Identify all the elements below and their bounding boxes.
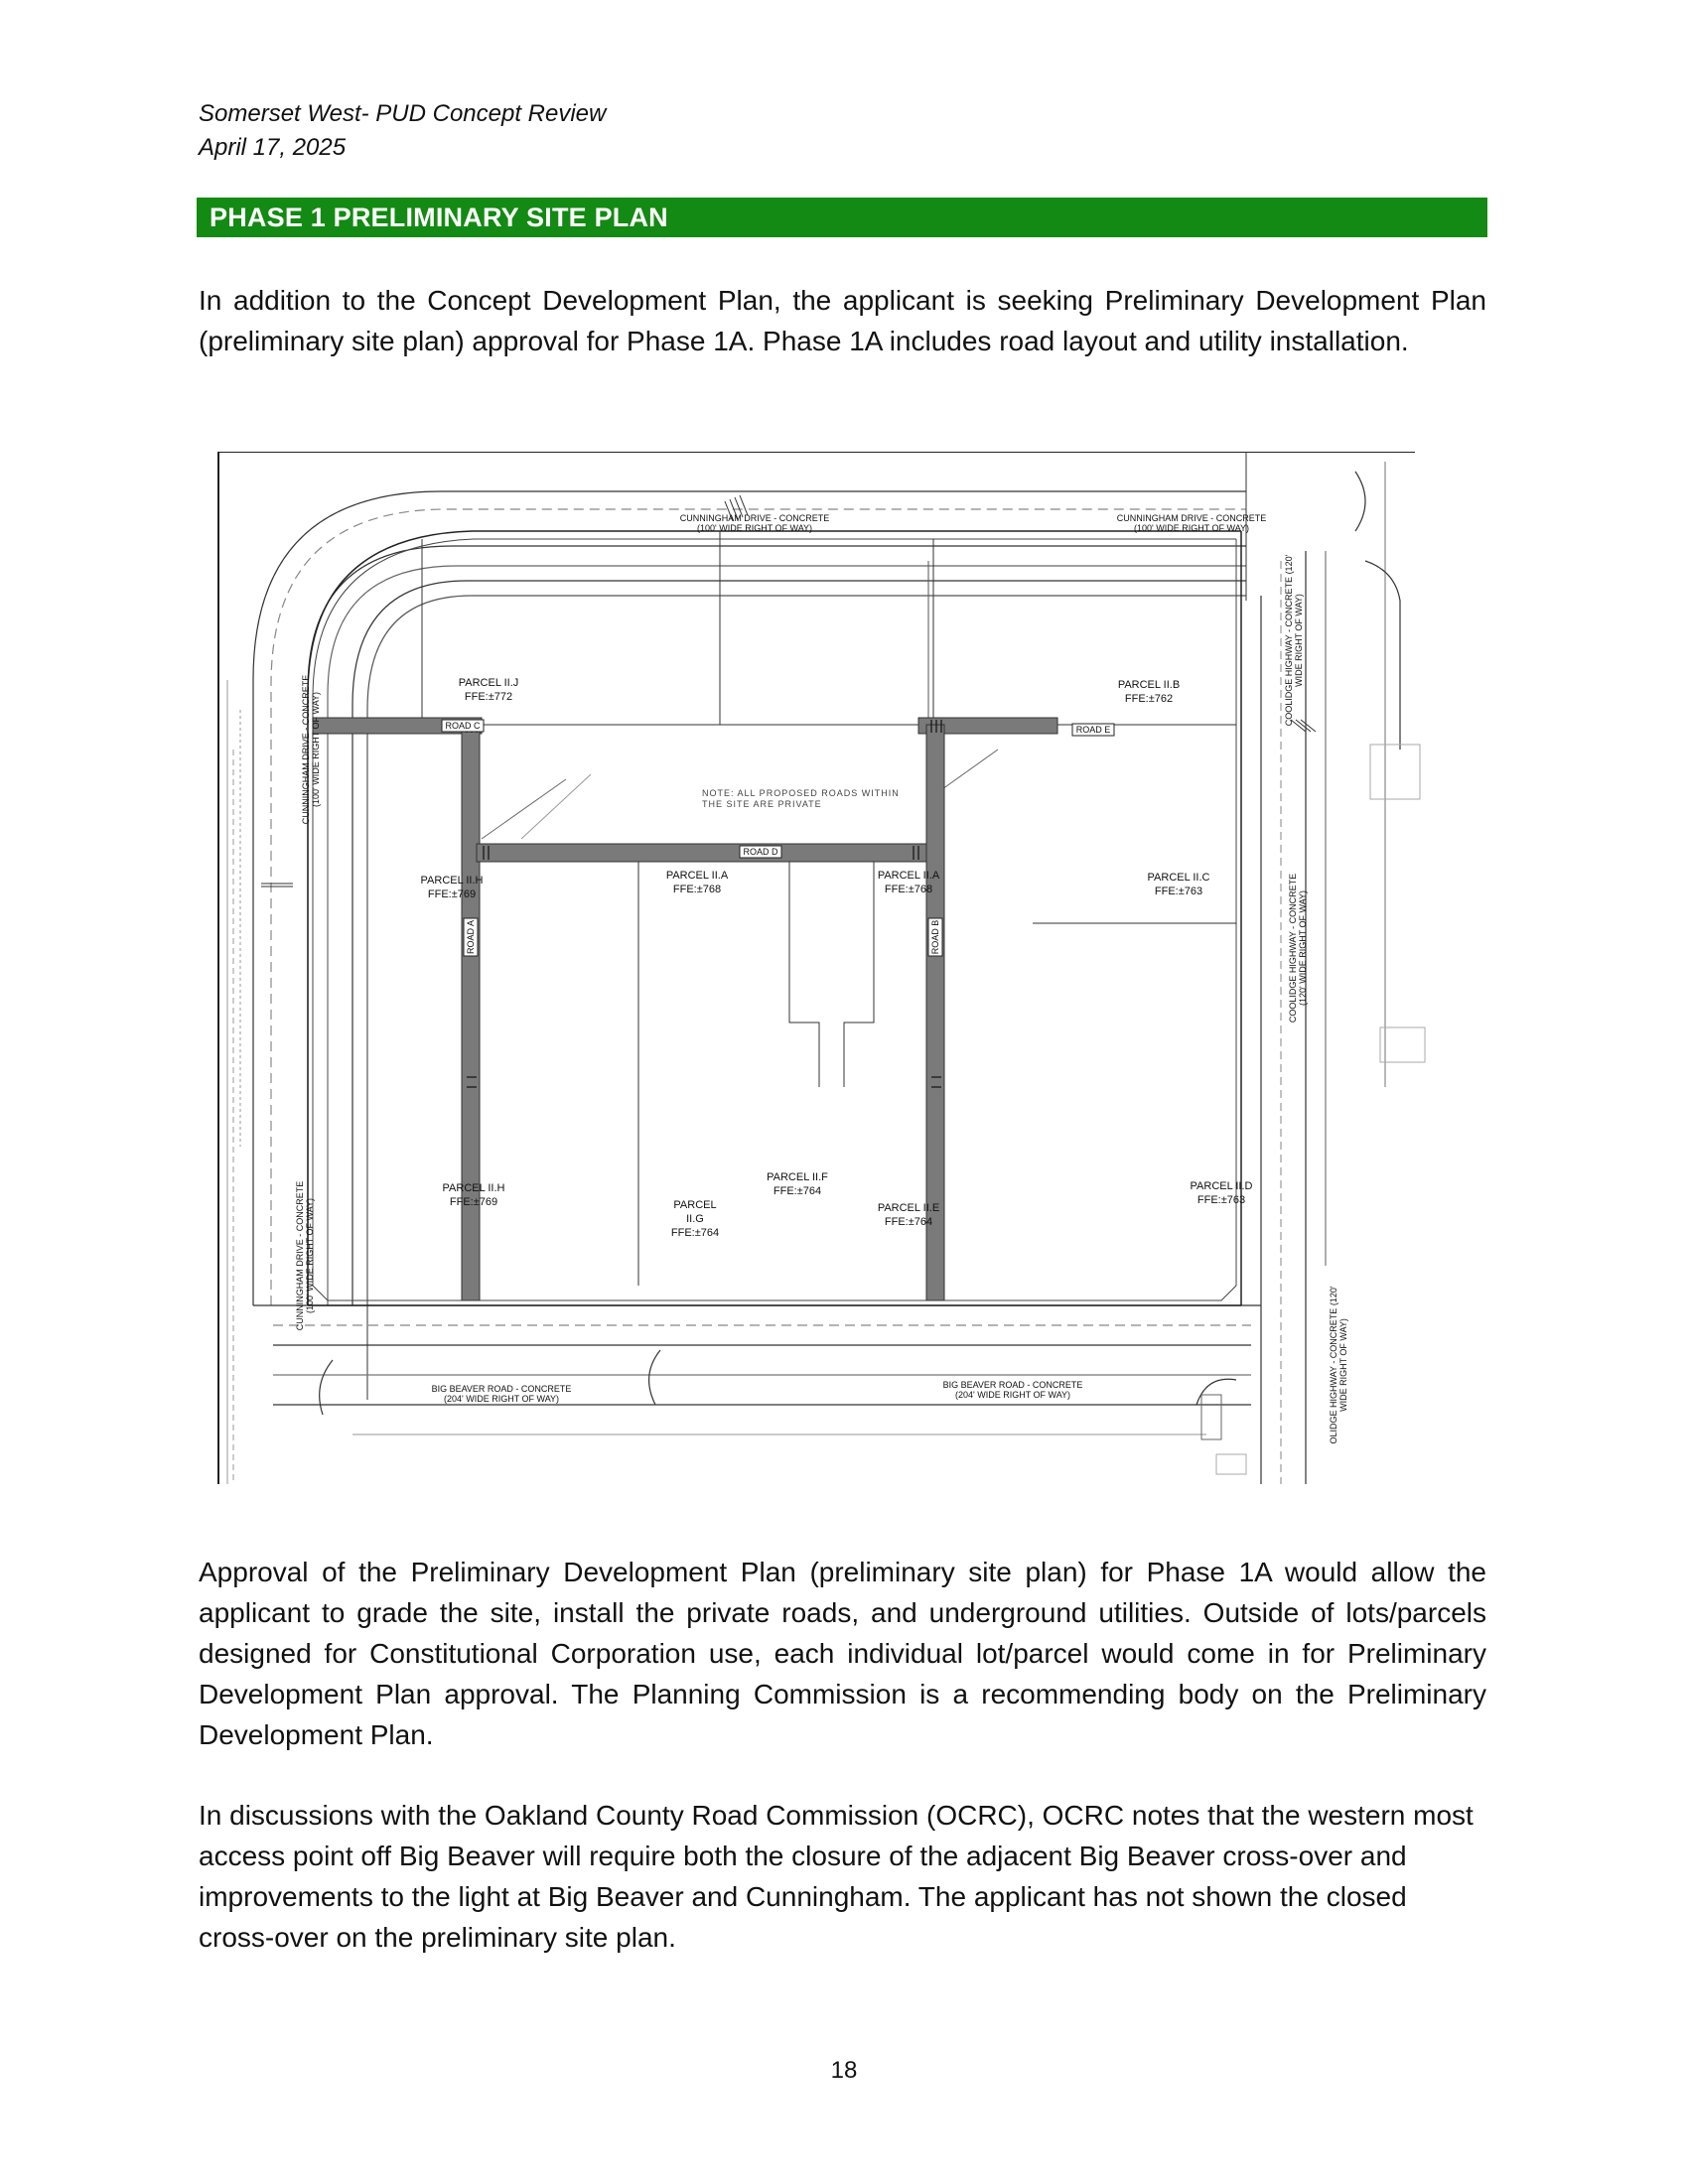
coolidge-mid-label: COOLIDGE HIGHWAY - CONCRETE (1288, 873, 1298, 1024)
cunningham-west-lower-label: CUNNINGHAM DRIVE - CONCRETE (295, 1180, 305, 1331)
coolidge-mid-row: (120' WIDE RIGHT OF WAY) (1298, 889, 1308, 1007)
parcel-id-ffe: FFE:±763 (1196, 1194, 1246, 1206)
section-heading: PHASE 1 PRELIMINARY SITE PLAN (210, 203, 668, 232)
private-roads-note-line1: NOTE: ALL PROPOSED ROADS WITHIN (702, 788, 900, 798)
coolidge-lower-row: WIDE RIGHT OF WAY) (1338, 1318, 1348, 1412)
cunningham-west-label: CUNNINGHAM DRIVE - CONCRETE (301, 674, 311, 825)
parcel-ig-ffe: FFE:±764 (670, 1227, 720, 1239)
document-date: April 17, 2025 (199, 134, 347, 161)
parcel-ig-name-line2: II.G (686, 1213, 704, 1225)
cunningham-top-right-label: CUNNINGHAM DRIVE - CONCRETE (1116, 513, 1267, 523)
parcel-ij-name: PARCEL II.J (458, 677, 519, 689)
parcel-ig-name-line1: PARCEL (673, 1199, 717, 1211)
private-roads-note-line2: THE SITE ARE PRIVATE (702, 799, 822, 809)
parcel-ih-lower-name: PARCEL II.H (442, 1182, 505, 1194)
parcel-ih-upper-ffe: FFE:±769 (427, 888, 477, 900)
road-c-label: ROAD C (445, 721, 481, 731)
big-beaver-left-row: (204' WIDE RIGHT OF WAY) (443, 1394, 560, 1404)
parcel-id-name: PARCEL II.D (1190, 1180, 1253, 1192)
parcel-if-name: PARCEL II.F (767, 1171, 828, 1183)
page-number: 18 (830, 2057, 858, 2084)
parcel-ie-ffe: FFE:±764 (884, 1216, 933, 1228)
coolidge-upper-label: COOLIDGE HIGHWAY - CONCRETE (120' (1284, 554, 1294, 727)
approval-paragraph: Approval of the Preliminary Development Plan (preliminary site plan) for Phase 1A would allow the applicant to grade the site, install the private roads, and underground utilities. Outside of lots/parcels designed for Constitutional Corporation use, each individual lot/parcel would come in for Preliminary Development Plan approval. The Planning Commission is a recommending body on the Preliminary Development Plan. (199, 1557, 1486, 1750)
ocrc-paragraph: In discussions with the Oakland County Road Commission (OCRC), OCRC notes that the western most access point off Big Beaver will require both the closure of the adjacent Big Beaver cross-over and improvements to the light at Big Beaver and Cunningham. The applicant has not shown the closed cross-over on the preliminary site plan. (199, 1800, 1474, 1953)
road-b-label: ROAD B (930, 919, 940, 955)
parcel-if-ffe: FFE:±764 (773, 1185, 822, 1197)
road-a-label: ROAD A (466, 919, 476, 955)
road-d-label: ROAD D (743, 847, 778, 857)
big-beaver-left-label: BIG BEAVER ROAD - CONCRETE (431, 1384, 572, 1394)
big-beaver-right-row: (204' WIDE RIGHT OF WAY) (954, 1390, 1071, 1400)
parcel-ia-left-name: PARCEL II.A (665, 870, 729, 882)
site-plan-drawing (213, 452, 1435, 1489)
parcel-ia-left-ffe: FFE:±768 (672, 884, 722, 895)
cunningham-west-row: (100' WIDE RIGHT OF WAY) (311, 691, 321, 808)
section-banner (197, 198, 1487, 237)
parcel-ib-name: PARCEL II.B (1117, 679, 1181, 691)
parcel-ia-right-ffe: FFE:±768 (884, 884, 933, 895)
parcel-ic-name: PARCEL II.C (1147, 872, 1210, 884)
parcel-ih-lower-ffe: FFE:±769 (449, 1196, 498, 1208)
coolidge-lower-label: OLIDGE HIGHWAY - CONCRETE (120' (1329, 1286, 1338, 1444)
cunningham-west-lower-row: (100' WIDE RIGHT OF WAY) (305, 1197, 315, 1314)
cunningham-top-left-row: (100' WIDE RIGHT OF WAY) (696, 523, 813, 533)
road-e-label: ROAD E (1075, 725, 1111, 735)
document-title: Somerset West- PUD Concept Review (199, 100, 607, 127)
parcel-ih-upper-name: PARCEL II.H (420, 875, 484, 887)
cunningham-top-right-row: (100' WIDE RIGHT OF WAY) (1133, 523, 1250, 533)
intro-paragraph: In addition to the Concept Development Plan, the applicant is seeking Preliminary Development Plan (preliminary site plan) approval for Phase 1A. Phase 1A includes road layout and utility installation. (199, 285, 1486, 356)
parcel-ic-ffe: FFE:±763 (1154, 886, 1203, 897)
coolidge-upper-row: WIDE RIGHT OF WAY) (1294, 594, 1304, 687)
parcel-ij-ffe: FFE:±772 (464, 691, 513, 703)
parcel-ia-right-name: PARCEL II.A (877, 870, 940, 882)
cunningham-top-left-label: CUNNINGHAM DRIVE - CONCRETE (679, 513, 830, 523)
big-beaver-right-label: BIG BEAVER ROAD - CONCRETE (942, 1380, 1083, 1390)
parcel-ib-ffe: FFE:±762 (1124, 693, 1174, 705)
parcel-ie-name: PARCEL II.E (877, 1202, 940, 1214)
